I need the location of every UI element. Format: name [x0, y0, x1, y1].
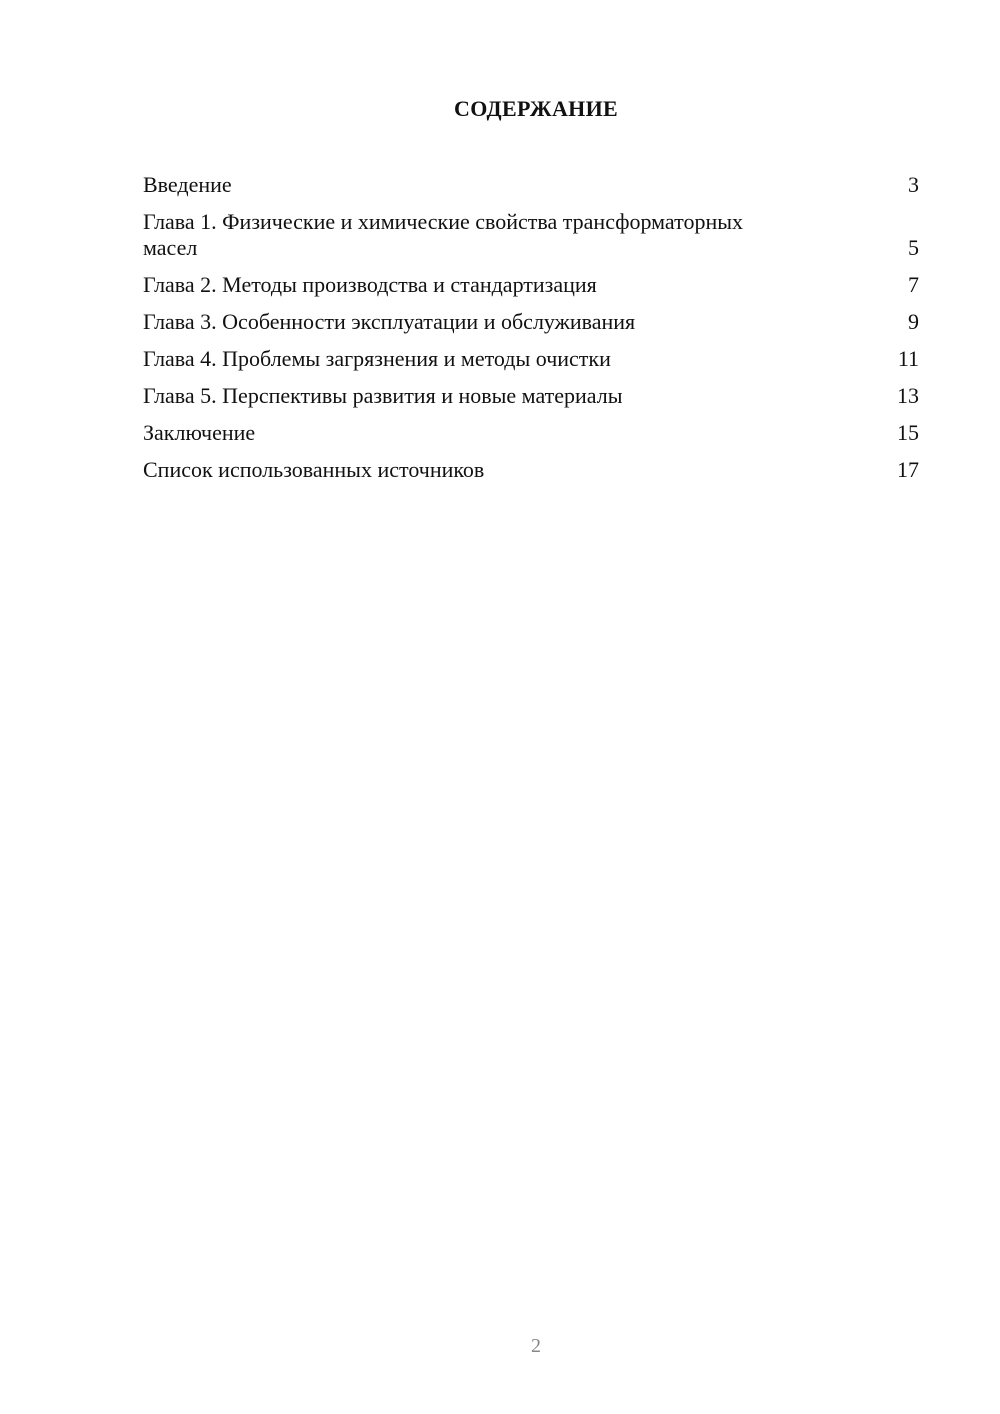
table-of-contents — [143, 172, 919, 494]
toc-entry-chapter-3 — [143, 309, 919, 335]
toc-entry-title: Глава 5. Перспективы развития и новые материалы — [143, 383, 623, 408]
toc-entry-title: Глава 2. Методы производства и стандартизация — [143, 272, 597, 297]
toc-entry-introduction — [143, 172, 919, 198]
toc-entry-chapter-1 — [143, 209, 919, 261]
toc-entry-page: 15 — [897, 420, 919, 445]
toc-entry-title: Глава 3. Особенности эксплуатации и обслуживания — [143, 309, 636, 334]
toc-entry-page: 17 — [897, 457, 919, 482]
toc-entry-page: 3 — [908, 172, 919, 197]
page-number: 2 — [531, 1335, 541, 1357]
toc-entry-title: Заключение — [143, 420, 256, 445]
page-title: СОДЕРЖАНИЕ — [454, 96, 618, 121]
toc-entry-page: 7 — [908, 272, 919, 297]
toc-entry-chapter-2 — [143, 272, 919, 298]
toc-entry-page: 11 — [897, 346, 919, 371]
toc-entry-references — [143, 457, 919, 483]
toc-entry-title: Список использованных источников — [143, 457, 485, 482]
toc-entry-title: Введение — [143, 172, 232, 197]
toc-entry-page: 9 — [908, 309, 919, 334]
toc-entry-title: Глава 4. Проблемы загрязнения и методы очистки — [143, 346, 611, 371]
toc-entry-chapter-4 — [143, 346, 919, 372]
toc-entry-page: 13 — [897, 383, 919, 408]
toc-entry-page: 5 — [908, 235, 919, 260]
toc-entry-conclusion — [143, 420, 919, 446]
toc-entry-chapter-5 — [143, 383, 919, 409]
toc-entry-title: Глава 1. Физические и химические свойства трансформаторных масел — [143, 209, 744, 260]
